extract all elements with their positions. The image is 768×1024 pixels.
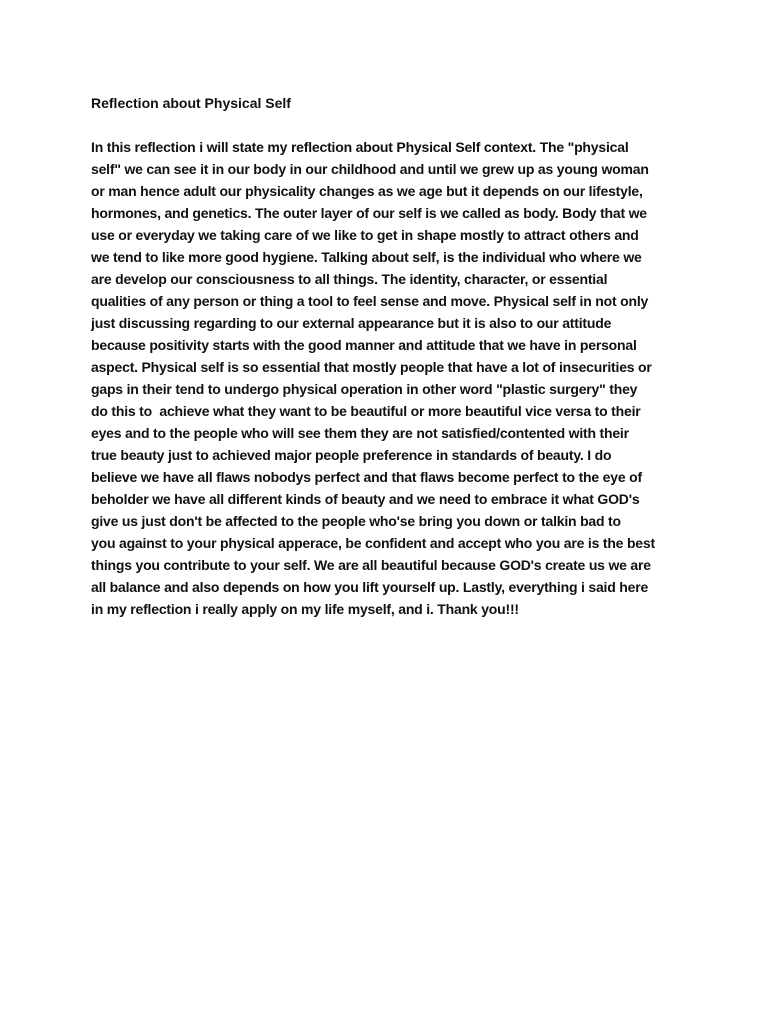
body-line: because positivity starts with the good manner and attitude that we have in personal (91, 337, 637, 353)
body-line: use or everyday we taking care of we like to get in shape mostly to attract others and (91, 227, 639, 243)
body-line: just discussing regarding to our external appearance but it is also to our attitude (91, 315, 612, 331)
body-line: believe we have all flaws nobodys perfect and that flaws become perfect to the eye of (91, 469, 642, 485)
body-line: give us just don't be affected to the people who'se bring you down or talkin bad to (91, 513, 621, 529)
document-title: Reflection about Physical Self (91, 95, 291, 111)
body-line: you against to your physical apperace, be confident and accept who you are is the best (91, 535, 655, 551)
body-line: do this to achieve what they want to be beautiful or more beautiful vice versa to their (91, 403, 641, 419)
body-line: eyes and to the people who will see them they are not satisfied/contented with their (91, 425, 629, 441)
body-line: In this reflection i will state my reflection about Physical Self context. The "physical (91, 139, 629, 155)
body-line: are develop our consciousness to all things. The identity, character, or essential (91, 271, 608, 287)
body-line: in my reflection i really apply on my life myself, and i. Thank you!!! (91, 601, 519, 617)
body-line: gaps in their tend to undergo physical operation in other word "plastic surgery" they (91, 381, 638, 397)
body-line: hormones, and genetics. The outer layer of our self is we called as body. Body that we (91, 205, 647, 221)
body-line: beholder we have all different kinds of beauty and we need to embrace it what GOD's (91, 491, 640, 507)
document-body (91, 136, 691, 620)
body-line: aspect. Physical self is so essential that mostly people that have a lot of insecurities or (91, 359, 652, 375)
body-line: we tend to like more good hygiene. Talking about self, is the individual who where we (91, 249, 642, 265)
body-line: true beauty just to achieved major people preference in standards of beauty. I do (91, 447, 612, 463)
body-line: qualities of any person or thing a tool to feel sense and move. Physical self in not only (91, 293, 649, 309)
body-line: self" we can see it in our body in our childhood and until we grew up as young woman (91, 161, 649, 177)
body-line: things you contribute to your self. We are all beautiful because GOD's create us we are (91, 557, 651, 573)
body-line: all balance and also depends on how you lift yourself up. Lastly, everything i said here (91, 579, 649, 595)
body-line: or man hence adult our physicality changes as we age but it depends on our lifestyle, (91, 183, 643, 199)
